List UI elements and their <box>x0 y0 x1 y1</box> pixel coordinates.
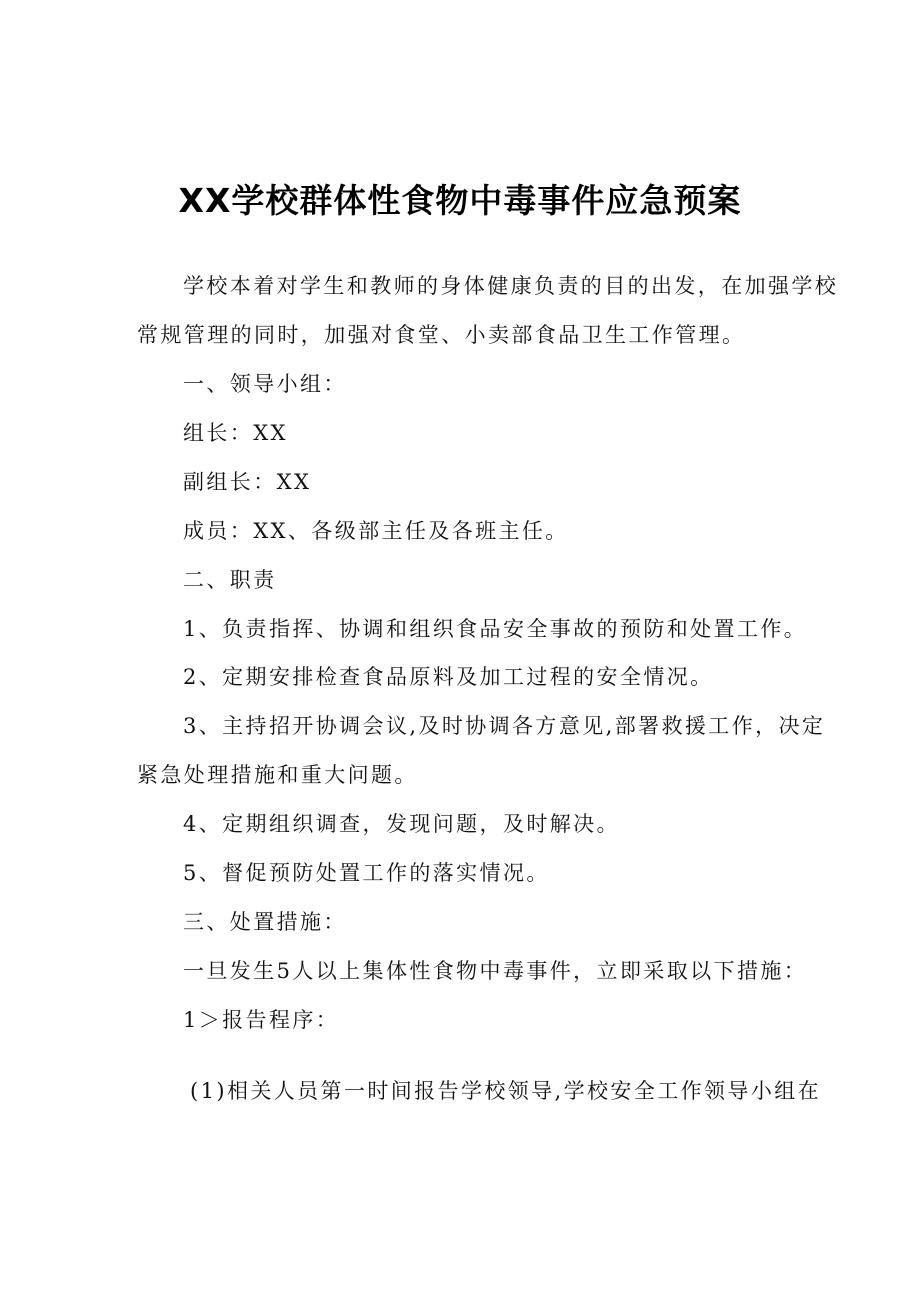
duty-5: 5、督促预防处置工作的落实情况。 <box>183 861 550 885</box>
deputy-leader-line: 副组长：XX <box>183 470 312 494</box>
duty-4: 4、定期组织调查，发现问题，及时解决。 <box>183 812 620 836</box>
measures-intro: 一旦发生5人以上集体性食物中毒事件，立即采取以下措施： <box>183 959 808 983</box>
procedure-item-1: (1)相关人员第一时间报告学校领导,学校安全工作领导小组在 <box>190 1079 822 1103</box>
intro-line-1: 学校本着对学生和教师的身体健康负责的目的出发，在加强学校 <box>183 274 839 298</box>
document-title: XX学校群体性食物中毒事件应急预案 <box>178 181 742 220</box>
intro-line-2: 常规管理的同时，加强对食堂、小卖部食品卫生工作管理。 <box>137 323 746 347</box>
members-line: 成员：XX、各级部主任及各班主任。 <box>183 519 569 543</box>
section3-heading: 三、处置措施： <box>183 910 347 934</box>
procedure-heading: 1＞报告程序： <box>183 1008 340 1032</box>
duty-1: 1、负责指挥、协调和组织食品安全事故的预防和处置工作。 <box>183 617 808 641</box>
section1-heading: 一、领导小组： <box>183 372 347 396</box>
duty-3-line-1: 3、主持招开协调会议,及时协调各方意见,部署救援工作，决定 <box>183 714 826 738</box>
duty-2: 2、定期安排检查食品原料及加工过程的安全情况。 <box>183 665 714 689</box>
section2-heading: 二、职责 <box>183 568 277 592</box>
duty-3-line-2: 紧急处理措施和重大问题。 <box>137 763 418 787</box>
leader-line: 组长：XX <box>183 421 288 445</box>
